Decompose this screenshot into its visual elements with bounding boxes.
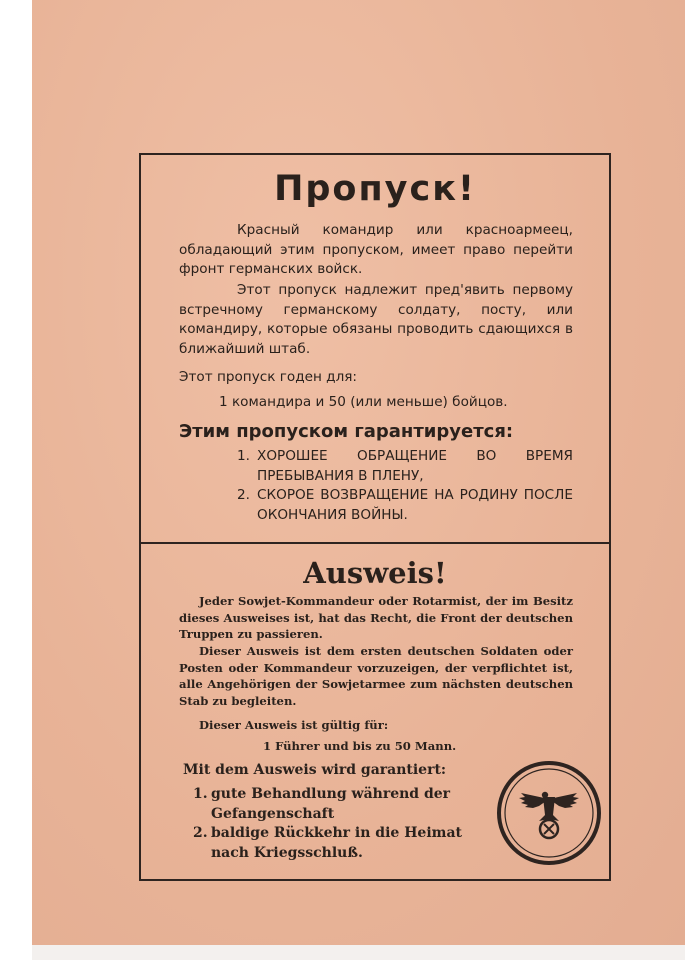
russian-paragraph-2: Этот пропуск надлежит пред'явить первому встречному германскому солдату, посту, или командиру, которые обязаны проводить сдающихся в ближайший штаб. <box>179 282 573 357</box>
russian-count: 1 командира и 50 (или меньше) бойцов. <box>219 394 508 410</box>
german-count: 1 Führer und bis zu 50 Mann. <box>263 739 457 753</box>
list-item: 2. СКОРОЕ ВОЗВРАЩЕНИЕ НА РОДИНУ ПОСЛЕ ОКОНЧАНИЯ ВОЙНЫ. <box>237 487 573 523</box>
german-guarantee-heading: Mit dem Ausweis wird garantiert: <box>183 762 447 778</box>
russian-valid-for: Этот пропуск годен для: <box>179 369 358 385</box>
german-valid-for: Dieser Ausweis ist gültig für: <box>199 718 389 732</box>
list-item: 1. ХОРОШЕЕ ОБРАЩЕНИЕ ВО ВРЕМЯ ПРЕБЫВАНИЯ В ПЛЕНУ, <box>237 448 573 484</box>
russian-paragraph-1: Красный командир или красноармеец, обладающий этим пропуском, имеет право перейти фронт германских войск. <box>179 222 573 277</box>
german-paragraph-2: Dieser Ausweis ist dem ersten deutschen Soldaten oder Posten oder Kommandeur vorzuzeigen, der verpflichtet ist, alle Angehörigen der Sowjetarmee zum nächsten deutschen Stab zu begleiten. <box>179 644 573 708</box>
scan-margin <box>32 945 685 960</box>
russian-guarantee-list <box>237 447 573 525</box>
section-divider <box>141 542 609 544</box>
german-title: Ausweis! <box>303 556 447 590</box>
pass-frame <box>139 153 611 881</box>
russian-guarantee-heading: Этим пропуском гарантируется: <box>179 421 514 442</box>
german-paragraph-1: Jeder Sowjet-Kommandeur oder Rotarmist, der im Besitz dieses Ausweises ist, hat das Recht, die Front der deutschen Truppen zu passieren. <box>179 594 573 641</box>
german-guarantee-list <box>193 785 493 863</box>
eagle-seal-icon <box>495 759 603 867</box>
russian-title: Пропуск! <box>274 169 476 209</box>
list-item: 1. gute Behandlung während der Gefangenschaft <box>193 786 451 822</box>
list-item: 2. baldige Rückkehr in die Heimat nach Kriegsschluß. <box>193 825 462 861</box>
